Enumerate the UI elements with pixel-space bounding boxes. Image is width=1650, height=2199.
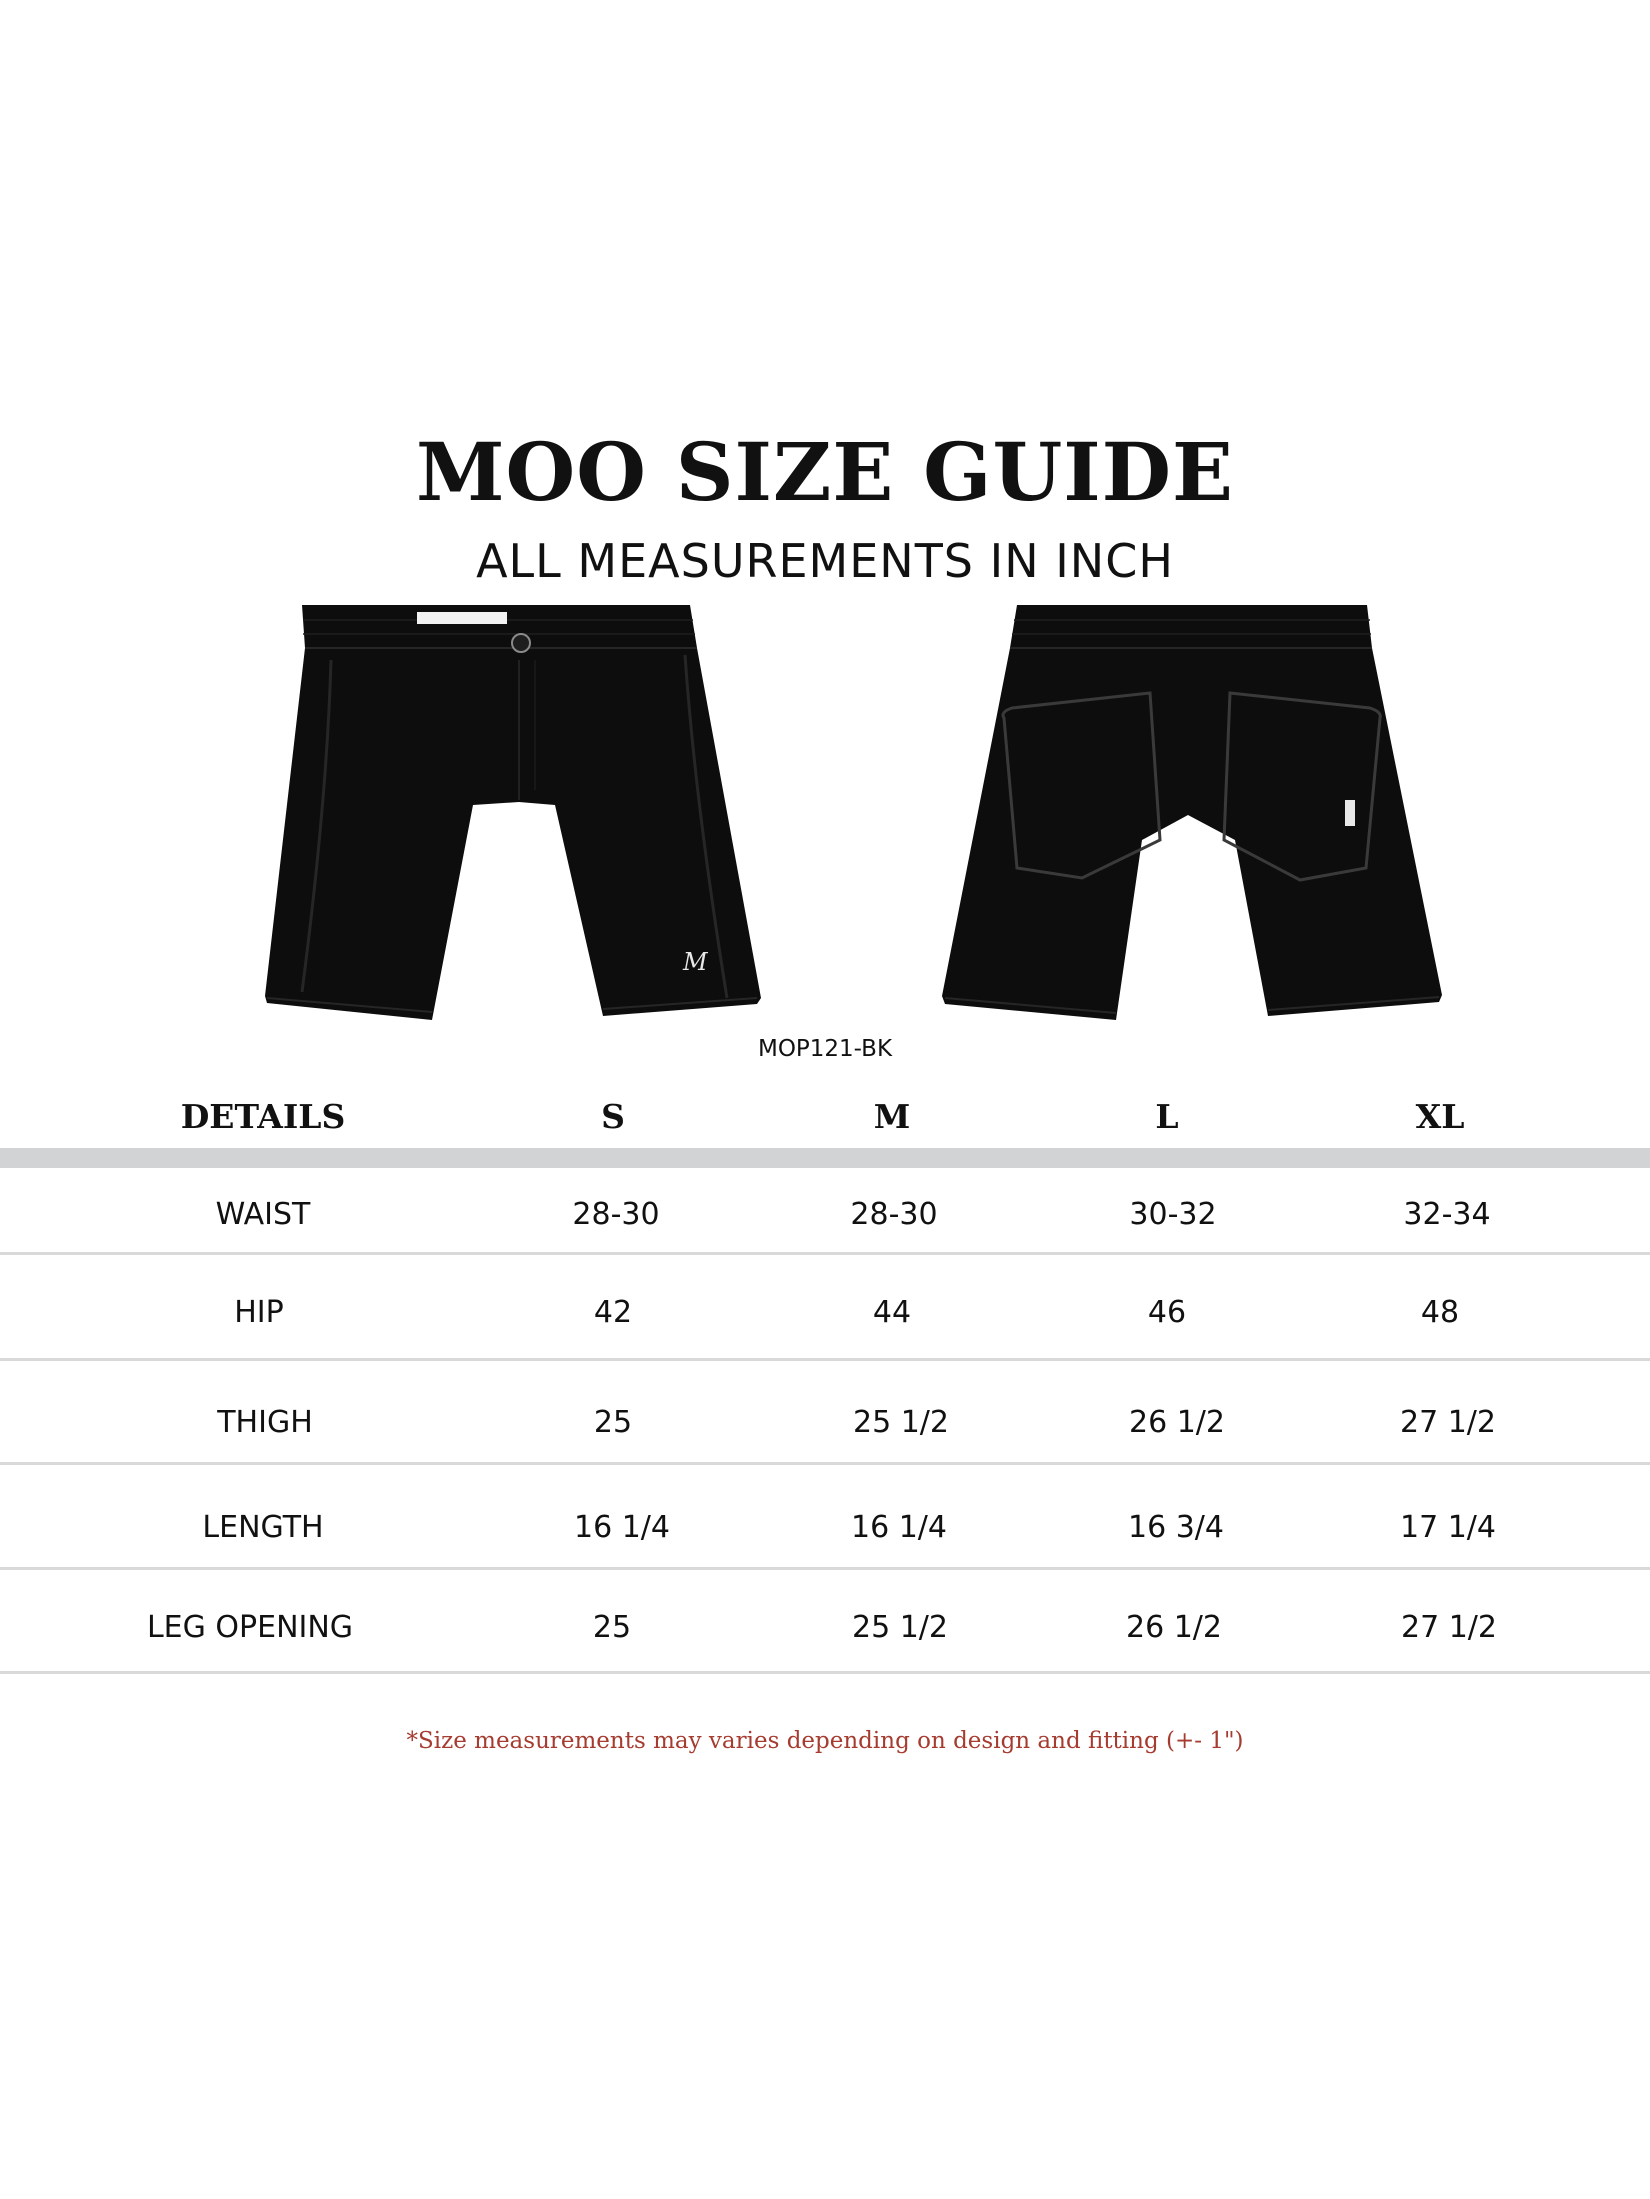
cell-m: 16 1/4 xyxy=(851,1510,947,1545)
row-label: LENGTH xyxy=(202,1510,324,1545)
cell-l: 26 1/2 xyxy=(1129,1405,1225,1440)
column-header-m: M xyxy=(873,1097,911,1136)
cell-xl: 32-34 xyxy=(1403,1197,1491,1232)
shorts-back-image xyxy=(942,600,1442,1020)
size-disclaimer-note: *Size measurements may varies depending on design and fitting (+- 1") xyxy=(406,1728,1244,1754)
cell-xl: 27 1/2 xyxy=(1401,1610,1497,1645)
cell-s: 25 xyxy=(593,1405,633,1440)
cell-m: 25 1/2 xyxy=(853,1405,949,1440)
cell-s: 28-30 xyxy=(572,1197,660,1232)
column-header-s: S xyxy=(601,1097,625,1136)
row-label: THIGH xyxy=(217,1405,313,1440)
row-divider xyxy=(0,1252,1650,1255)
cell-xl: 48 xyxy=(1420,1295,1460,1330)
cell-s: 42 xyxy=(593,1295,633,1330)
row-label: HIP xyxy=(234,1295,284,1330)
row-divider xyxy=(0,1671,1650,1674)
cell-l: 46 xyxy=(1147,1295,1187,1330)
svg-text:M: M xyxy=(683,948,708,976)
product-code: MOP121-BK xyxy=(757,1036,893,1062)
cell-m: 44 xyxy=(872,1295,912,1330)
cell-m: 28-30 xyxy=(850,1197,938,1232)
cell-l: 16 3/4 xyxy=(1128,1510,1224,1545)
column-header-details: DETAILS xyxy=(180,1097,346,1136)
page-subtitle: ALL MEASUREMENTS IN INCH xyxy=(476,534,1174,588)
column-header-l: L xyxy=(1155,1097,1179,1136)
row-divider xyxy=(0,1567,1650,1570)
row-divider xyxy=(0,1358,1650,1361)
row-label: LEG OPENING xyxy=(146,1610,354,1645)
cell-l: 26 1/2 xyxy=(1126,1610,1222,1645)
row-divider xyxy=(0,1462,1650,1465)
table-header-bar xyxy=(0,1148,1650,1168)
cell-xl: 27 1/2 xyxy=(1400,1405,1496,1440)
shorts-front-image xyxy=(265,600,761,1020)
page-title: MOO SIZE GUIDE xyxy=(415,425,1235,519)
column-header-xl: XL xyxy=(1415,1097,1465,1136)
cell-s: 25 xyxy=(592,1610,632,1645)
cell-l: 30-32 xyxy=(1129,1197,1217,1232)
cell-m: 25 1/2 xyxy=(852,1610,948,1645)
row-label: WAIST xyxy=(215,1197,311,1232)
cell-s: 16 1/4 xyxy=(574,1510,670,1545)
cell-xl: 17 1/4 xyxy=(1400,1510,1496,1545)
